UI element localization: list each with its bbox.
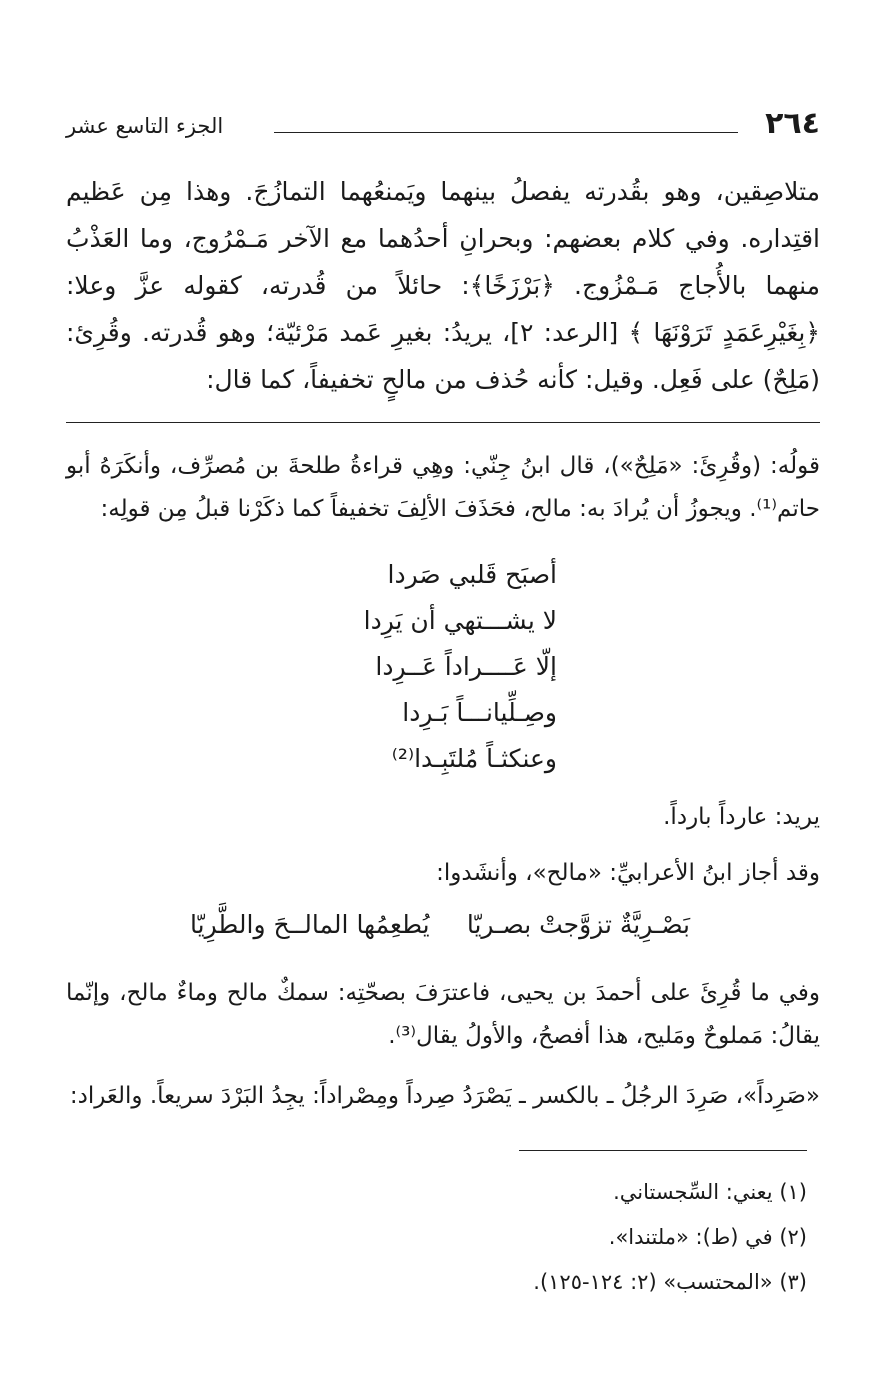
page-header [66, 106, 820, 146]
poetry-couplet [190, 910, 690, 950]
section-divider [66, 422, 820, 423]
footnotes [107, 1170, 807, 1305]
footnote-3: (٣) «المحتسب» (٢: ١٢٤-١٢٥). [533, 1270, 807, 1294]
verse-line: لا يشـــتهي أن يَرِدا [363, 606, 557, 635]
footnote-2: (٢) في (ط): «ملتندا». [608, 1225, 807, 1249]
couplet-first-hemistich: بَصْـرِيَّةٌ تزوَّجتْ بصـريّا [466, 910, 690, 939]
running-title: الجزء التاسع عشر [66, 114, 224, 138]
verse-line: وعنكثـاً مُلتَبِـدا⁽²⁾ [391, 744, 557, 773]
verse-line: وصِـلِّيانـــاً بَـرِدا [402, 698, 557, 727]
main-text [66, 168, 820, 403]
header-rule [274, 132, 738, 133]
page-number: ٢٦٤ [765, 106, 820, 141]
commentary-paragraph: قولُه: (وقُرِئَ: «مَلِحٌ»)، قال ابنُ جِنّي: وهِي قراءةُ طلحةَ بن مُصرِّف، وأنكَرَهُ أبو حاتم⁽¹⁾. ويجوزُ أن يُرادَ به: مالح، فحَذَفَ الألِفَ تخفيفاً كما ذكَرْنا قبلُ مِن قولِه: [66, 453, 820, 522]
main-paragraph: متلاصِقين، وهو بقُدرته يفصلُ بينهما ويَمنعُهما التمازُجَ. وهذا مِن عَظيم اقتِداره. وفي كلام بعضهم: وبحرانِ أحدُهما مع الآخر مَـمْرُوج، وما العَذْبُ منهما بالأُجاج مَـمْزُوج. ﴿بَرْزَخًا﴾: حائلاً من قُدرته، كقوله عزَّ وعلا: ﴿بِغَيْرِعَمَدٍ تَرَوْنَهَا ﴾ [الرعد: ٢]، يريدُ: بغيرِ عَمد مَرْئيّة؛ وهو قُدرته. وقُرِئ: (مَلِحٌ) على فَعِل. وقيل: كأنه حُذف من مالحٍ تخفيفاً، كما قال: [66, 177, 820, 394]
footnote-rule [519, 1150, 807, 1151]
explanation-line: يريد: عارداً بارداً. [663, 804, 820, 830]
verse-line: أصبَح قَلبي صَردا [387, 560, 557, 589]
citation-intro: وقد أجاز ابنُ الأعرابيِّ: «مالح»، وأنشَدوا: [436, 860, 820, 886]
verse-line: إلّا عَــــراداً عَــرِدا [375, 652, 557, 681]
commentary-paragraph-3: «صَرِداً»، صَرِدَ الرجُلُ ـ بالكسر ـ يَصْرَدُ صِرداً ومِصْراداً: يجِدُ البَرْدَ سريعاً. والعَراد: [69, 1083, 820, 1109]
commentary-paragraph-2: وفي ما قُرِئَ على أحمدَ بن يحيى، فاعترَفَ بصحّتِه: سمكٌ مالح وماءٌ مالح، وإنّما يقالُ: مَملوحٌ ومَليح، هذا أفصحُ، والأولُ يقال⁽³⁾. [66, 980, 820, 1049]
couplet-second-hemistich: يُطعِمُها المالــحَ والطَّرِيّا [190, 910, 430, 939]
verse-block [364, 552, 557, 782]
footnote-1: (١) يعني: السِّجستاني. [613, 1180, 807, 1204]
commentary-intro [66, 445, 820, 531]
